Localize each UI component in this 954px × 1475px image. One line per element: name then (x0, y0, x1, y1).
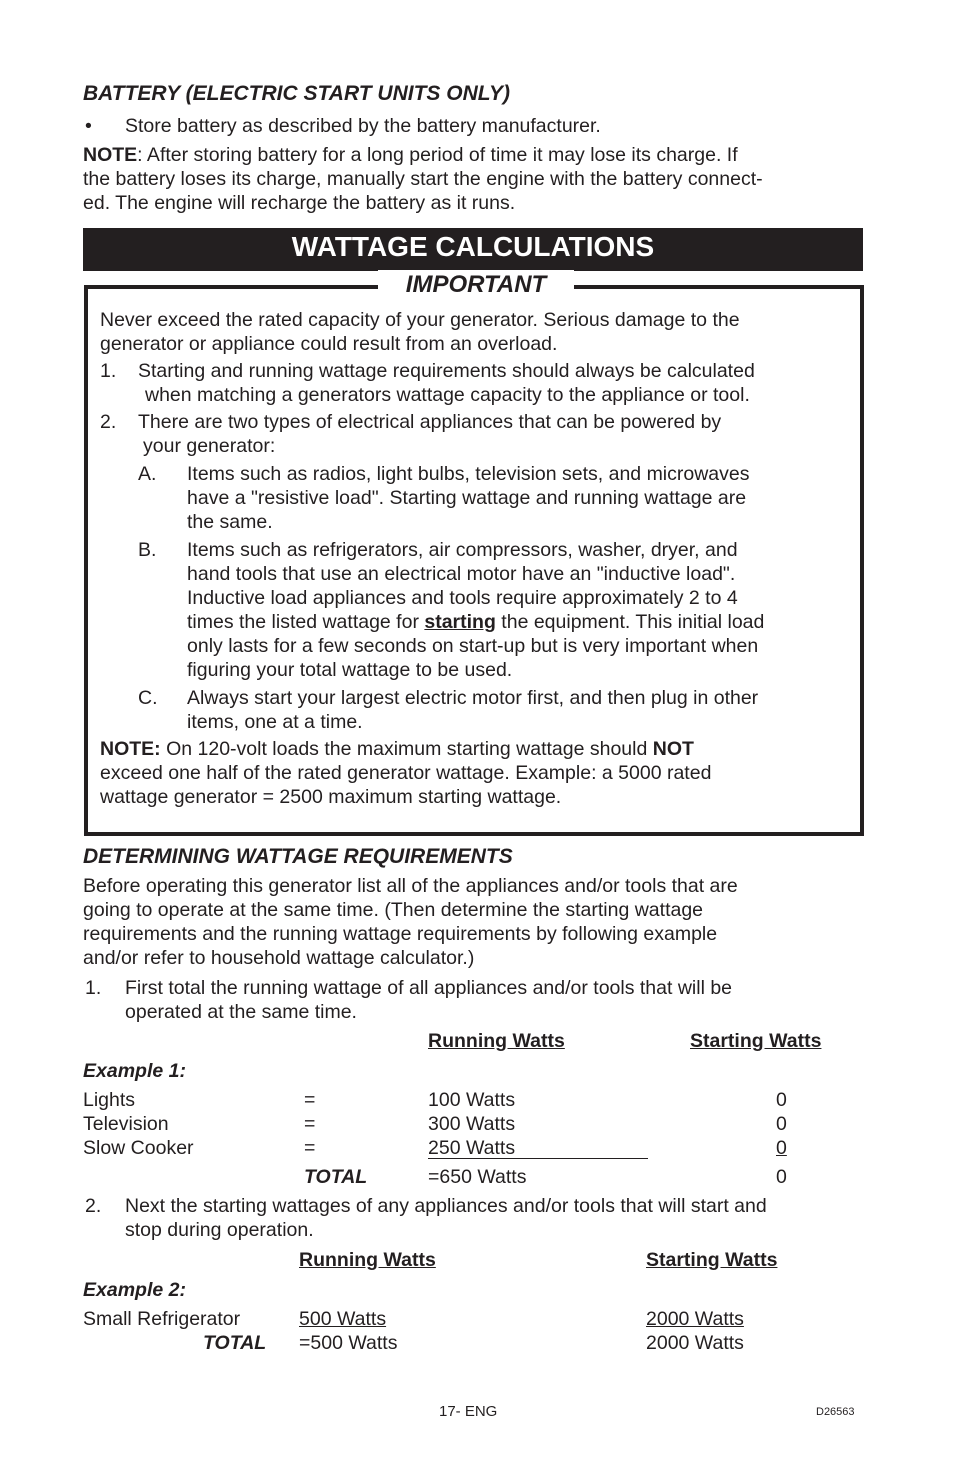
ex1-row-1-starting: 0 (776, 1089, 787, 1111)
sub-a-line-1: Items such as radios, light bulbs, television sets, and microwaves (187, 463, 750, 485)
sub-a-line-3: the same. (187, 511, 273, 533)
section-title-bar (83, 228, 863, 271)
determining-intro-1: Before operating this generator list all of the appliances and/or tools that are (83, 875, 738, 897)
item1-line-2: when matching a generators wattage capacity to the appliance or tool. (145, 384, 750, 406)
item2-line-1: There are two types of electrical appliances that can be powered by (138, 411, 722, 433)
ex2-total-running: =500 Watts (299, 1332, 398, 1354)
step1-line-2: operated at the same time. (125, 1001, 357, 1023)
important-intro-1: Never exceed the rated capacity of your generator. Serious damage to the (100, 309, 740, 331)
sub-a-mark: A. (138, 463, 157, 485)
note-text: : After storing battery for a long period of time it may lose its charge. If (137, 144, 738, 166)
step2-line-2: stop during operation. (125, 1219, 314, 1241)
example2-label: Example 2: (83, 1279, 186, 1301)
ex1-row-1-eq: = (304, 1089, 316, 1111)
ex1-row-3-running: 250 Watts (428, 1137, 516, 1159)
example1-label: Example 1: (83, 1060, 186, 1082)
ex2-row-running: 500 Watts (299, 1308, 387, 1330)
important-label: IMPORTANT (378, 270, 574, 300)
ex2-row-item: Small Refrigerator (83, 1308, 241, 1330)
sub-b-mark: B. (138, 539, 157, 561)
sub-b-line-4-post: the equipment. This initial load (495, 611, 765, 633)
battery-bullet-text: Store battery as described by the battery manufacturer. (125, 115, 601, 137)
sub-b-line-3: Inductive load appliances and tools require approximately 2 to 4 (187, 587, 738, 609)
determining-intro-2: going to operate at the same time. (Then determine the starting wattage (83, 899, 704, 921)
sub-c-line-2: items, one at a time. (187, 711, 363, 733)
ex1-col-running: Running Watts (428, 1030, 565, 1052)
important-note-line-2: exceed one half of the rated generator wattage. Example: a 5000 rated (100, 762, 712, 784)
ex1-row-2-item: Television (83, 1113, 169, 1135)
bullet-mark: • (85, 115, 92, 137)
item1-line-1: Starting and running wattage requirements should always be calculated (138, 360, 755, 382)
sub-c-line-1: Always start your largest electric motor first, and then plug in other (187, 687, 759, 709)
item2-number: 2. (100, 411, 117, 433)
sub-b-line-1: Items such as refrigerators, air compressors, washer, dryer, and (187, 539, 738, 561)
ex1-row-2-starting: 0 (776, 1113, 787, 1135)
ex1-col-starting: Starting Watts (690, 1030, 822, 1052)
item1-number: 1. (100, 360, 117, 382)
ex1-total-starting: 0 (776, 1166, 787, 1188)
battery-note-line-3: ed. The engine will recharge the battery as it runs. (83, 192, 516, 214)
ex1-total-label: TOTAL (304, 1166, 368, 1188)
sub-b-line-2: hand tools that use an electrical motor have an "inductive load". (187, 563, 736, 585)
important-note-label: NOTE: (100, 738, 161, 760)
ex1-row-2-eq: = (304, 1113, 316, 1135)
sub-b-line-4 (187, 610, 764, 634)
important-intro-2: generator or appliance could result from an overload. (100, 333, 558, 355)
sub-b-line-5: only lasts for a few seconds on start-up but is very important when (187, 635, 759, 657)
important-note-line-1 (100, 737, 694, 761)
battery-note-line-1 (83, 143, 738, 167)
sub-a-line-2: have a "resistive load". Starting wattage and running wattage are (187, 487, 747, 509)
section-title: WATTAGE CALCULATIONS (291, 231, 655, 262)
ex1-row-1-running: 100 Watts (428, 1089, 516, 1111)
starting-emphasis: starting (424, 611, 496, 633)
ex2-row-starting: 2000 Watts (646, 1308, 744, 1330)
determining-intro-3: requirements and the running wattage requirements by following example (83, 923, 718, 945)
determining-intro-4: and/or refer to household wattage calculator.) (83, 947, 475, 969)
ex1-row-3-item: Slow Cooker (83, 1137, 194, 1159)
battery-note-line-2: the battery loses its charge, manually start the engine with the battery connect- (83, 168, 763, 190)
step1-line-1: First total the running wattage of all appliances and/or tools that will be (125, 977, 733, 999)
step2-line-1: Next the starting wattages of any appliances and/or tools that will start and (125, 1195, 767, 1217)
ex1-row-2-running: 300 Watts (428, 1113, 516, 1135)
ex2-col-starting: Starting Watts (646, 1249, 778, 1271)
sub-b-line-4-pre: times the listed wattage for (187, 611, 425, 633)
important-note-pre: On 120-volt loads the maximum starting wattage should (160, 738, 653, 760)
determining-heading: DETERMINING WATTAGE REQUIREMENTS (83, 845, 513, 868)
ex1-sum-rule (428, 1158, 648, 1159)
sub-b-line-6: figuring your total wattage to be used. (187, 659, 513, 681)
ex1-total-running: =650 Watts (428, 1166, 527, 1188)
document-code: D26563 (816, 1406, 855, 1418)
step1-number: 1. (85, 977, 102, 999)
ex2-total-starting: 2000 Watts (646, 1332, 744, 1354)
ex1-row-3-eq: = (304, 1137, 316, 1159)
sub-c-mark: C. (138, 687, 158, 709)
note-label: NOTE (83, 144, 138, 166)
ex2-total-label: TOTAL (203, 1332, 267, 1354)
ex2-col-running: Running Watts (299, 1249, 436, 1271)
battery-heading: BATTERY (ELECTRIC START UNITS ONLY) (83, 82, 511, 105)
item2-line-2: your generator: (143, 435, 276, 457)
not-emphasis: NOT (652, 738, 694, 760)
ex1-row-3-starting: 0 (776, 1137, 787, 1159)
important-note-line-3: wattage generator = 2500 maximum starting wattage. (100, 786, 562, 808)
ex1-row-1-item: Lights (83, 1089, 136, 1111)
step2-number: 2. (85, 1195, 102, 1217)
page-number: 17- ENG (439, 1403, 498, 1420)
